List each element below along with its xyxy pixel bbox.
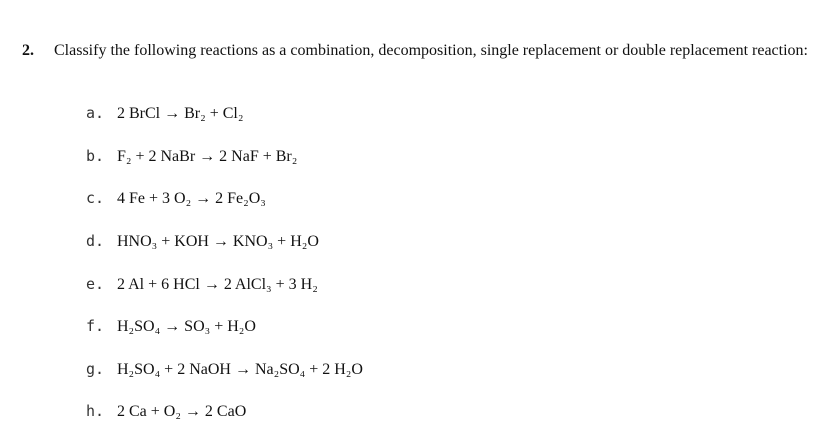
reaction-equation: F₂ + 2 NaBr → 2 NaF + Br₂ <box>117 148 298 165</box>
reaction-item <box>86 399 246 423</box>
reaction-letter: d. <box>86 232 105 250</box>
reaction-item <box>86 314 256 338</box>
question-number: 2. <box>22 42 34 59</box>
reaction-item <box>86 272 318 296</box>
reaction-item <box>86 186 266 210</box>
reaction-equation: 2 BrCl → Br₂ + Cl₂ <box>117 105 244 122</box>
reaction-letter: a. <box>86 104 105 122</box>
reaction-equation: 2 Ca + O₂ → 2 CaO <box>117 403 247 420</box>
reaction-equation: H₂SO₄ + 2 NaOH → Na₂SO₄ + 2 H₂O <box>117 361 363 378</box>
reaction-item <box>86 357 363 381</box>
reaction-letter: b. <box>86 147 105 165</box>
reaction-item <box>86 144 297 168</box>
reaction-letter: f. <box>86 317 105 335</box>
reaction-equation: 4 Fe + 3 O₂ → 2 Fe₂O₃ <box>117 190 266 207</box>
reaction-letter: c. <box>86 189 105 207</box>
reaction-equation: 2 Al + 6 HCl → 2 AlCl₃ + 3 H₂ <box>117 276 318 293</box>
reaction-letter: h. <box>86 402 105 420</box>
reaction-letter: g. <box>86 360 105 378</box>
reaction-item <box>86 101 243 125</box>
reaction-equation: H₂SO₄ → SO₃ + H₂O <box>117 318 256 335</box>
question-text: Classify the following reactions as a combination, decomposition, single replacement or double replacement reaction: <box>54 42 808 59</box>
reaction-equation: HNO₃ + KOH → KNO₃ + H₂O <box>117 233 319 250</box>
reaction-item <box>86 229 319 253</box>
reaction-letter: e. <box>86 275 105 293</box>
